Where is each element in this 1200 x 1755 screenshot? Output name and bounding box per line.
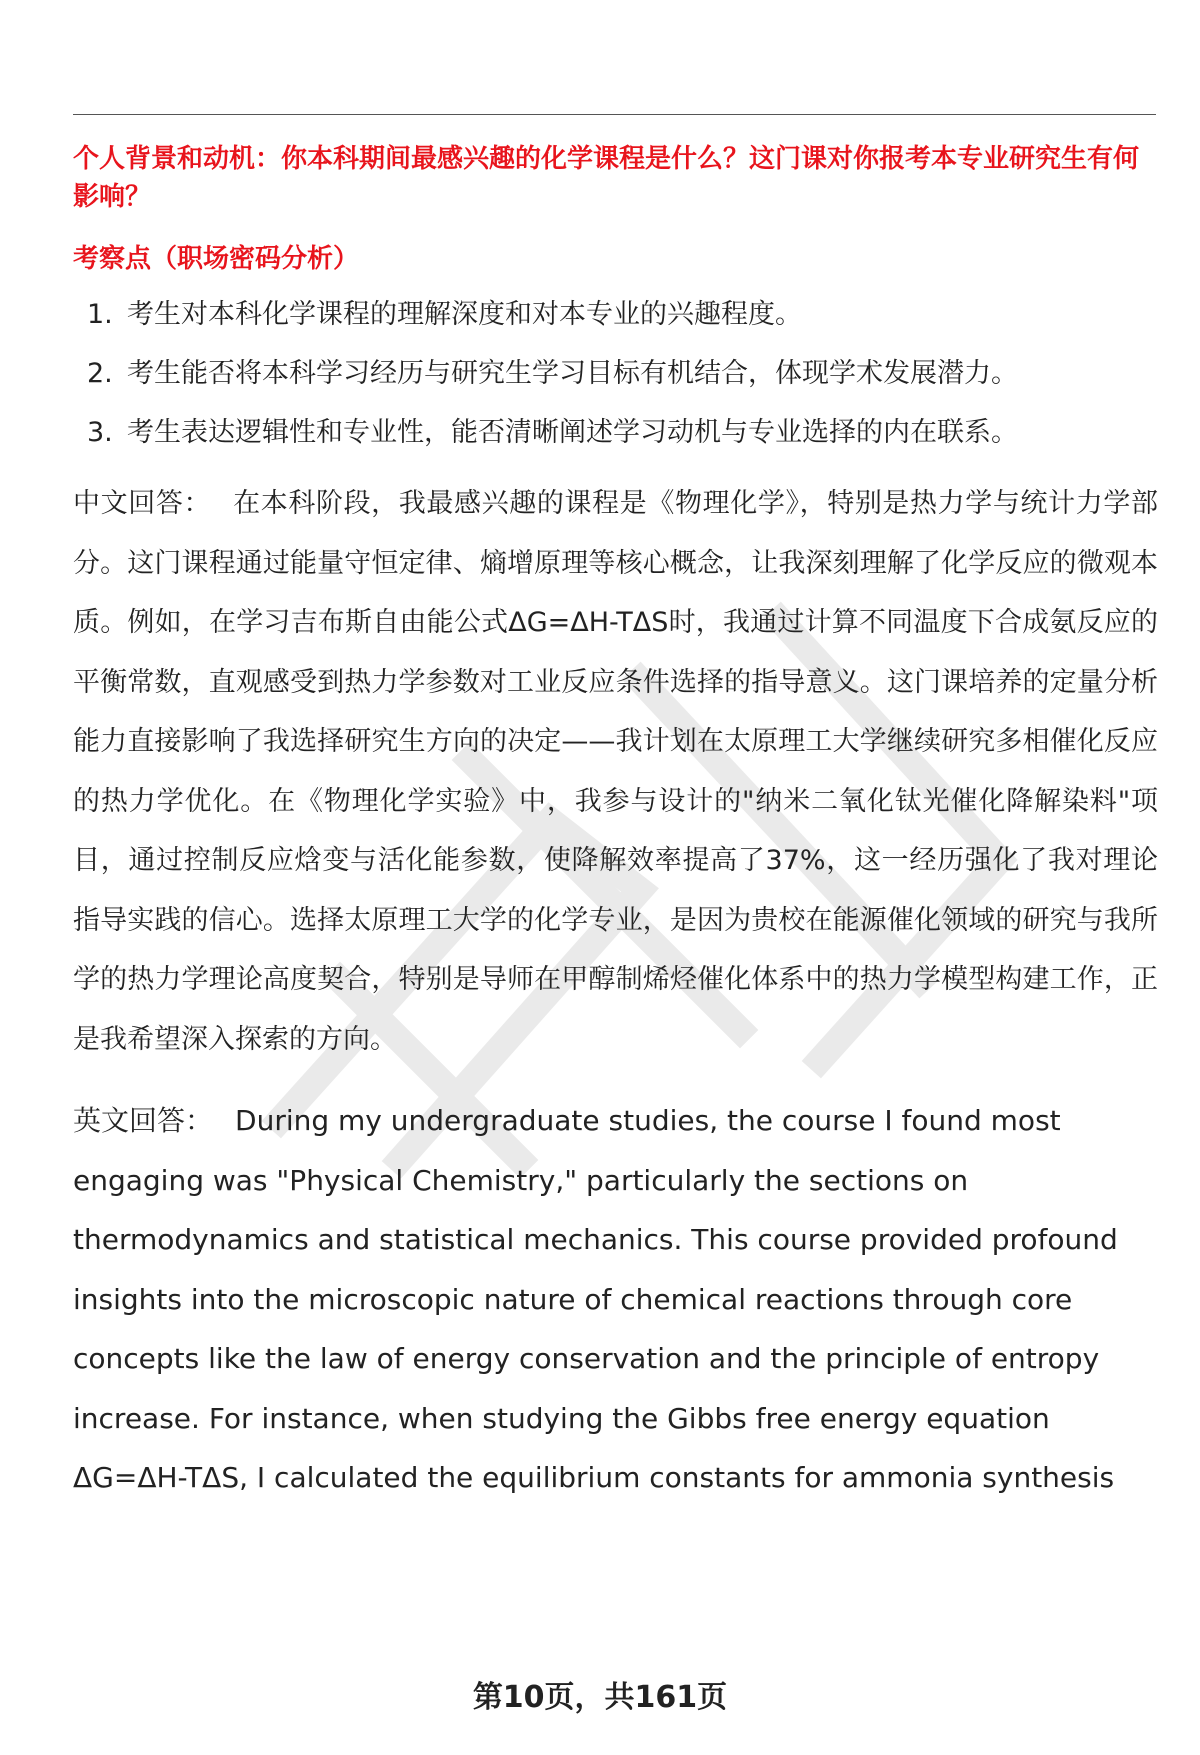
english-answer-text: During my undergraduate studies, the course I found most engaging was "Physical Chemistry," particularly the sections on thermodynamics and statistical mechanics. This course provided profound insights into the microscopic nature of chemical reactions through core concepts like the law of energy conservation and the principle of entropy increase. For instance, when studying the Gibbs free energy equation ΔG=ΔH-TΔS, I calculated the equilibrium constants for ammonia synthesis xyxy=(73,1104,1118,1494)
list-item-number: 3. xyxy=(87,417,113,448)
list-item-number: 1. xyxy=(87,299,113,330)
main-content xyxy=(73,140,1158,1508)
assessment-points-list xyxy=(73,296,1158,452)
list-item-text: 考生表达逻辑性和专业性，能否清晰阐述学习动机与专业选择的内在联系。 xyxy=(127,417,1018,448)
list-item xyxy=(73,296,1158,334)
list-item-text: 考生能否将本科学习经历与研究生学习目标有机结合，体现学术发展潜力。 xyxy=(127,358,1018,389)
list-item-text: 考生对本科化学课程的理解深度和对本专业的兴趣程度。 xyxy=(127,299,802,330)
question-heading: 个人背景和动机：你本科期间最感兴趣的化学课程是什么？这门课对你报考本专业研究生有何影响？ xyxy=(73,144,1140,212)
list-item-number: 2. xyxy=(87,358,113,389)
english-answer-paragraph xyxy=(73,1091,1158,1508)
list-item xyxy=(73,355,1158,393)
section-title: 考察点（职场密码分析） xyxy=(73,244,360,274)
english-answer-label: 英文回答： xyxy=(73,1104,214,1137)
chinese-answer-paragraph xyxy=(73,474,1158,1069)
page-number-footer: 第10页，共161页 xyxy=(472,1680,728,1715)
chinese-answer-text: 在本科阶段，我最感兴趣的课程是《物理化学》，特别是热力学与统计力学部分。这门课程通过能量守恒定律、熵增原理等核心概念，让我深刻理解了化学反应的微观本质。例如，在学习吉布斯自由能公式ΔG=ΔH-TΔS时，我通过计算不同温度下合成氨反应的平衡常数，直观感受到热力学参数对工业反应条件选择的指导意义。这门课培养的定量分析能力直接影响了我选择研究生方向的决定——我计划在太原理工大学继续研究多相催化反应的热力学优化。在《物理化学实验》中，我参与设计的"纳米二氧化钛光催化降解染料"项目，通过控制反应焓变与活化能参数，使降解效率提高了37%，这一经历强化了我对理论指导实践的信心。选择太原理工大学的化学专业，是因为贵校在能源催化领域的研究与我所学的热力学理论高度契合，特别是导师在甲醇制烯烃催化体系中的热力学模型构建工作，正是我希望深入探索的方向。 xyxy=(73,488,1159,1055)
list-item xyxy=(73,414,1158,452)
chinese-answer-label: 中文回答： xyxy=(73,488,212,519)
header-divider xyxy=(73,114,1156,115)
